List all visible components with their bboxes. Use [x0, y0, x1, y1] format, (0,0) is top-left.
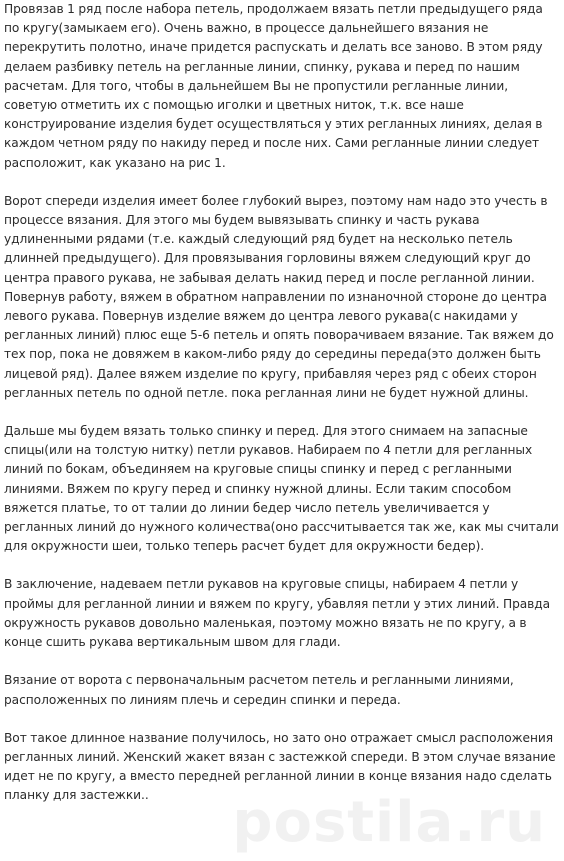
watermark-logo: postila.ru — [232, 790, 546, 855]
paragraph-2: Ворот спереди изделия имеет более глубокий вырез, поэтому нам надо это учесть в процессе вязания. Для этого мы будем вывязывать спинку и часть рукава удлиненными рядами (т.е. каждый следующий ряд будет на несколько петель длинней предыдущего). Для провязывания горловины вяжем следующий круг до центра правого рукава, не забывая делать накид перед и после регланной линии. Повернув работу, вяжем в обратном направлении по изнаночной стороне до центра левого рукава. Повернув изделие вяжем до центра левого рукава(с накидами у регланных линий) плюс еще 5-6 петель и опять поворачиваем вязание. Так вяжем до тех пор, пока не довяжем в каком-либо ряду до середины переда(это должен быть лицевой ряд). Далее вяжем изделие по кругу, прибавляя через ряд с обеих сторон регланных петель по одной петле. пока регланная лини не будет нужной длины. — [4, 193, 554, 400]
paragraph-6: Вот такое длинное название получилось, но зато оно отражает смысл расположения регланных линий. Женский жакет вязан с застежкой спереди. В этом случае вязание идет не по кругу, а вместо передней регланной линии в конце вязания надо сделать планку для застежки.. — [4, 730, 556, 803]
article-body — [4, 0, 560, 825]
paragraph-4: В заключение, надеваем петли рукавов на круговые спицы, набираем 4 петли у проймы для регланной линии и вяжем по кругу, убавляя петли у этих линий. Правда окружность рукавов довольно маленькая, поэтому можно вязать не по кругу, а в конце сшить рукава вертикальным швом для глади. — [4, 577, 551, 650]
paragraph-3: Дальше мы будем вязать только спинку и перед. Для этого снимаем на запасные спицы(или на толстую нитку) петли рукавов. Набираем по 4 петли для регланных линий по бокам, объединяем на круговые спицы спинку и перед с регланными линиями. Вяжем по кругу перед и спинку нужной длины. Если таким способом вяжется платье, то от талии до линии бедер число петель увеличивается у регланных линий до нужного количества(оно рассчитывается так же, как мы считали для окружности шеи, только теперь расчет будет для окружности бедер). — [4, 424, 559, 554]
paragraph-5: Вязание от ворота с первоначальным расчетом петель и регланными линиями, расположенных по линиям плечь и середин спинки и переда. — [4, 673, 514, 707]
paragraph-1: Провязав 1 ряд после набора петель, продолжаем вязать петли предыдущего ряда по кругу(замыкаем его). Очень важно, в процессе дальнейшего вязания не перекрутить полотно, иначе придется распускать и делать все заново. В этом ряду делаем разбивку петель на регланные линии, спинку, рукава и перед по нашим расчетам. Для того, чтобы в дальнейшем Вы не пропустили регланные линии, советую отметить их с помощью иголки и цветных ниток, т.к. все наше конструирование изделия будет осуществляться у этих регланных линиях, делая в каждом четном ряду по накиду перед и после них. Сами регланные линии следует расположит, как указано на рис 1. — [4, 2, 543, 170]
